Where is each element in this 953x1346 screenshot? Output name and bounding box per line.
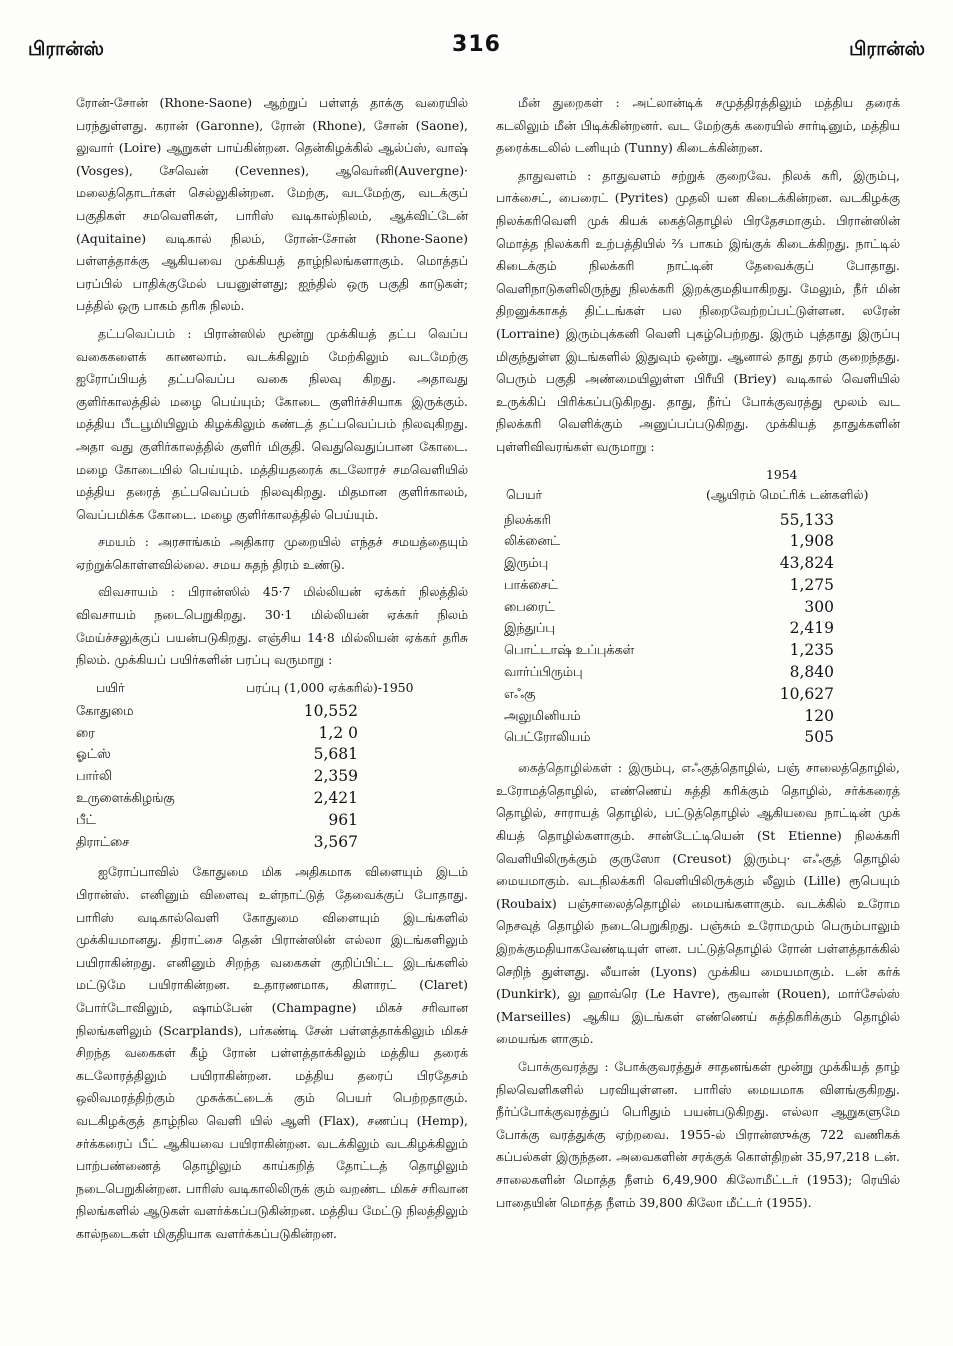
- row-name: பீட்: [76, 812, 96, 828]
- table-row: [496, 553, 834, 575]
- paragraph-industries: [496, 757, 900, 1051]
- mineral-year: 1954: [766, 466, 798, 482]
- row-value: 10,552: [303, 701, 358, 720]
- row-name: உருளைக்கிழங்கு: [76, 791, 175, 807]
- paragraph-minerals-text: தாதுவளம் சற்றுக் குறைவே. நிலக் கரி, இரும்பு, பாக்சைட், பைரைட் (Pyrites) முதலி யன கிடைக்கின்றன. வடகிழக்கு நிலக்கரிவெளி முக் கியக் கைத்தொழில் பிரதேசமாகும். பிரான்ஸின் மொத்த நிலக்கரி உற்பத்தியில் ⅔ பாகம் இங்குக் கிடைக்கிறது. நாட்டில் கிடைக்கும் நிலக்கரி நாட்டின் தேவைக்குப் போதாது. வெளிநாடுகளிலிருந்து நிலக்கரி இறக்குமதியாகிறது. மேலும், நீர் மின் திறனுக்காகத் திட்டங்கள் பல நிறைவேற்றப்பட்டுள்ளன. லரேன் (Lorraine) இரும்புக்கனி வெளி புகழ்பெற்றது. இரும் புத்தாது இருப்பு மிகுந்துள்ள இடங்களில் இதுவும் ஒன்று. ஆனால் தாது தரம் குறைந்தது. பெரும் பகுதி அண்மையிலுள்ள பிரீயி (Briey) வடிகால் வெளியில் உருக்கிப் பிரிக்கப்படுகிறது. தாது, நீர்ப் போக்குவரத்து மூலம் வட நிலக்கரி வெளிக்கும் அனுப்பப்படுகிறது. முக்கியத் தாதுக்களின் புள்ளிவிவரங்கள் வருமாறு :: [496, 167, 900, 454]
- row-value: 2,359: [313, 767, 358, 786]
- paragraph-transport: [496, 1056, 900, 1214]
- mineral-table-header: [496, 464, 900, 508]
- table-row: [496, 575, 834, 597]
- section-lead-minerals: தாதுவளம் :: [518, 167, 603, 183]
- row-value: 1,235: [789, 641, 834, 660]
- paragraph-fisheries: [496, 92, 900, 160]
- crop-table-header: [76, 677, 468, 699]
- page-header: [28, 32, 925, 78]
- row-value: 43,824: [779, 554, 834, 573]
- row-value: 1,908: [789, 532, 834, 551]
- row-name: நிலக்கரி: [504, 512, 551, 528]
- page-number: 316: [452, 32, 501, 57]
- row-name: பாக்சைட்: [504, 577, 558, 593]
- row-value: 300: [804, 597, 834, 616]
- row-name: இரும்பு: [504, 556, 549, 572]
- table-row: [496, 597, 834, 619]
- row-value: 120: [804, 706, 834, 725]
- row-value: 3,567: [313, 832, 358, 851]
- section-lead-religion: சமயம் :: [98, 534, 159, 550]
- paragraph-religion-text: அரசாங்கம் அதிகார முறையில் எந்தச் சமயத்தையும் ஏற்றுக்கொள்ளவில்லை. சமய சுதந் திரம் உண்டு.: [76, 534, 468, 572]
- paragraph-climate: [76, 323, 468, 526]
- table-row: [496, 727, 834, 749]
- table-row: [496, 640, 834, 662]
- crop-col-name: பயிர்: [96, 679, 125, 695]
- row-value: 2,419: [789, 619, 834, 638]
- row-value: 2,421: [313, 789, 358, 808]
- paragraph-minerals: [496, 165, 900, 459]
- table-row: [76, 723, 358, 745]
- paragraph-industries-text: இரும்பு, எஃகுத்தொழில், பஞ் சாலைத்தொழில், உரோமத்தொழில், எண்ணெய் சுத்தி கரிக்கும் தொழில், சர்க்கரைத் தொழில், சாராயத் தொழில், பட்டுத்தொழில் ஆகியவை நாட்டின் முக் கியத் தொழில்களாகும். சான்டேட்டியென் (St Etienne) நிலக்கரி வெளியிலிருக்கும் குருஸோ (Creusot) இரும்பு· எஃகுத் தொழில் மையமாகும். வடநிலக்கரி வெளியிலிருக்கும் லீலும் (Lille) ரூபெயும் (Roubaix) பஞ்சாலைத்தொழில் மையங்களாகும். வடக்கில் உரோம நெசவுத் தொழில் நடைபெறுகிறது. பஞ்சும் உரோமமும் பெரும்பாலும் இறக்குமதியாகவேண்டியுள் ளன. பட்டுத்தொழில் ரோன் பள்ளத்தாக்கில் செறிந் துள்ளது. லீயான் (Lyons) முக்கிய மையமாகும். டன் கர்க் (Dunkirk), லு ஹாவ்ரெ (Le Havre), ரூவான் (Rouen), மார்சேல்ஸ் (Marseilles) ஆகிய இடங்கள் எண்ணெய் சுத்திகரிக்கும் தொழில் மையங்க ளாகும்.: [496, 760, 900, 1047]
- paragraph-climate-text: பிரான்ஸில் மூன்று முக்கியத் தட்ப வெப்ப வகைகளைக் காணலாம். வடக்கிலும் மேற்கிலும் வடமேற்கு ஐரோப்பியத் தட்பவெப்ப வகை நிலவு கிறது. அதாவது குளிர்காலத்தில் மழை பெய்யும்; கோடை குளிர்ச்சியாக இருக்கும். மத்திய பீடபூமியிலும் கிழக்கிலும் கண்டத் தட்பவெப்பம் நிலவுகிறது. அதா வது குளிர்காலத்தில் குளிர் மிகுதி. வெதுவெதுப்பான கோடை. மழை கோடையில் பெய்யும். மத்தியதரைக் கடலோரச் சமவெளியில் மத்திய தரைத் தட்பவெப்பம் நிலவுகிறது. மிதமான குளிர்காலம், வெப்பமிக்க கோடை. மழை குளிர்காலத்தில் பெய்யும்.: [76, 325, 468, 522]
- running-head-left: பிரான்ஸ்: [28, 38, 104, 60]
- section-lead-transport: போக்குவரத்து :: [518, 1058, 615, 1074]
- table-row: [76, 810, 358, 832]
- row-name: லிக்னைட்: [504, 534, 560, 550]
- paragraph-relief: ரோன்-சோன் (Rhone-Saone) ஆற்றுப் பள்ளத் தாக்கு வரையில் பரந்துள்ளது. கரான் (Garonne), ரோன் (Rhone), சோன் (Saone), லுவார் (Loire) ஆறுகள் பாய்கின்றன. தென்கிழக்கில் ஆல்ப்ஸ், வாஷ் (Vosges), சேவென் (Cevennes), ஆவெர்னி(Auvergne)· மலைத்தொடர்கள் செல்லுகின்றன. மேற்கு, வடமேற்கு, வடக்குப் பகுதிகள் சமவெளிகள், பாரிஸ் வடிகால்நிலம், ஆக்விட்டேன் (Aquitaine) வடிகால் நிலம், ரோன்-சோன் (Rhone-Saone) பள்ளத்தாக்கு ஆகியவை முக்கியத் தாழ்நிலங்களாகும். மொத்தப் பரப்பில் பாதிக்குமேல் பயனுள்ளது; ஐந்தில் ஒரு பகுதி காடுகள்; பத்தில் ஒரு பாகம் தரிசு நிலம்.: [76, 95, 468, 314]
- row-value: 55,133: [779, 510, 834, 529]
- table-row: [496, 662, 834, 684]
- row-name: ஓட்ஸ்: [76, 747, 111, 763]
- paragraph-agriculture-text: பிரான்ஸில் 45·7 மில்லியன் ஏக்கர் நிலத்தில் விவசாயம் நடைபெறுகிறது. 30·1 மில்லியன் ஏக்கர் நிலம் மேய்ச்சலுக்குப் பயன்படுகிறது. எஞ்சிய 14·8 மில்லியன் ஏக்கர் தரிசு நிலம். முக்கியப் பயிர்களின் பரப்பு வருமாறு :: [76, 584, 468, 668]
- table-row: [76, 832, 358, 854]
- paragraph-transport-text: போக்குவரத்துச் சாதனங்கள் மூன்று முக்கியத் தாழ் நிலவெளிகளில் பரவியுள்ளன. பாரிஸ் மையமாக விளங்குகிறது. நீர்ப்போக்குவரத்துப் பெரிதும் பயன்படுகிறது. எல்லா ஆறுகளுமே போக்கு வரத்துக்கு ஏற்றவை. 1955-ல் பிரான்ஸுக்கு 722 வணிகக் கப்பல்கள் இருந்தன. அவைகளின் சரக்குக் கொள்திறன் 35,97,218 டன். சாலைகளின் மொத்த நீளம் 6,49,900 கிலோமீட்டர் (1953); ரெயில் பாதையின் மொத்த நீளம் 39,800 கிலோ மீட்டர் (1955).: [496, 1058, 900, 1210]
- section-lead-industries: கைத்தொழில்கள் :: [518, 760, 629, 776]
- row-name: திராட்சை: [76, 834, 130, 850]
- mineral-table: [496, 510, 834, 750]
- row-name: ரை: [76, 725, 95, 741]
- row-name: பார்லி: [76, 769, 112, 785]
- row-value: 8,840: [789, 663, 834, 682]
- section-lead-fisheries: மீன் துறைகள் :: [518, 95, 633, 110]
- paragraph-crops: ஐரோப்பாவில் கோதுமை மிக அதிகமாக விளையும் இடம் பிரான்ஸ். எனினும் விளைவு உள்நாட்டுத் தேவைக்குப் போதாது. பாரிஸ் வடிகால்வெளி கோதுமை விளையும் இடங்களில் முக்கியமானது. திராட்சை தென் பிரான்ஸின் எல்லா இடங்களிலும் பயிராகின்றது. எனினும் சிறந்த வகைகள் குறிப்பிட்ட இடங்களில் மட்டுமே பயிராகின்றன. உதாரணமாக, கிளாரட் (Claret) போர்டோவிலும், ஷாம்பேன் (Champagne) மிகச் சரிவான நிலங்களிலும் (Scarplands), பர்கண்டி சேன் பள்ளத்தாக்கிலும் மிகச் சிறந்த வகைகள் கீழ் ரோன் பள்ளத்தாக்கிலும் மத்திய தரைக் கடலோரத்திலும் பயிராகின்றன. மத்திய தரைப் பிரதேசம் ஒலிவமரத்திற்கும் முசுக்கட்டைக் கும் பெயர் பெற்றதாகும். வடகிழக்குத் தாழ்நில வெளி யில் ஆளி (Flax), சணப்பு (Hemp), சர்க்கரைப் பீட் ஆகியவை பயிராகின்றன. வடக்கிலும் வடகிழக்கிலும் பாற்பண்ணைத் தொழிலும் காய்கறித் தோட்டத் தொழிலும் நடைபெறுகின்றன. பாரிஸ் வடிகாலிலிருக் கும் வறண்ட மிகச் சரிவான நிலங்களில் ஆடுகள் வளர்க்கப்படுகின்றன. மத்திய மேட்டு நிலத்திலும் கால்நடைகள் மிகுதியாக வளர்க்கப்படுகின்றன.: [76, 864, 468, 1241]
- crop-col-area: பரப்பு (1,000 ஏக்கரில்)-1950: [246, 679, 414, 695]
- row-name: பெட்ரோலியம்: [504, 730, 591, 746]
- mineral-col-quantity: (ஆயிரம் மெட்ரிக் டன்களில்): [706, 486, 869, 502]
- row-value: 5,681: [313, 745, 358, 764]
- table-row: [76, 701, 358, 723]
- row-value: 1,275: [789, 575, 834, 594]
- running-head-right: பிரான்ஸ்: [849, 38, 925, 60]
- table-row: [496, 618, 834, 640]
- row-name: கோதுமை: [76, 703, 134, 719]
- table-row: [76, 744, 358, 766]
- row-name: வார்ப்பிரும்பு: [504, 665, 583, 681]
- paragraph-religion: [76, 531, 468, 576]
- table-row: [496, 510, 834, 532]
- table-row: [496, 684, 834, 706]
- row-name: அலுமினியம்: [504, 708, 581, 724]
- left-column: [76, 92, 468, 1251]
- mineral-col-name: பெயர்: [506, 486, 542, 502]
- right-column: [496, 92, 900, 1219]
- paragraph-agriculture: [76, 581, 468, 671]
- table-row: [496, 531, 834, 553]
- table-row: [76, 788, 358, 810]
- row-value: 961: [328, 810, 358, 829]
- row-name: பொட்டாஷ் உப்புக்கள்: [504, 643, 635, 659]
- crop-table: [76, 701, 358, 854]
- row-name: இந்துப்பு: [504, 621, 555, 637]
- row-name: எஃகு: [504, 686, 536, 702]
- table-row: [496, 706, 834, 728]
- row-value: 1,2 0: [318, 723, 358, 742]
- section-lead-climate: தட்பவெப்பம் :: [98, 325, 204, 341]
- row-name: பைரைட்: [504, 599, 555, 615]
- paragraph-fisheries-text: அட்லான்டிக் சமுத்திரத்திலும் மத்திய தரைக் கடலிலும் மீன் பிடிக்கின்றனர். வட மேற்குக் கரையில் சார்டினும், மத்திய தரைக்கடலில் டனியும் (Tunny) கிடைக்கின்றன.: [496, 95, 900, 156]
- table-row: [76, 766, 358, 788]
- section-lead-agriculture: விவசாயம் :: [98, 584, 188, 600]
- row-value: 10,627: [779, 684, 834, 703]
- row-value: 505: [804, 728, 834, 747]
